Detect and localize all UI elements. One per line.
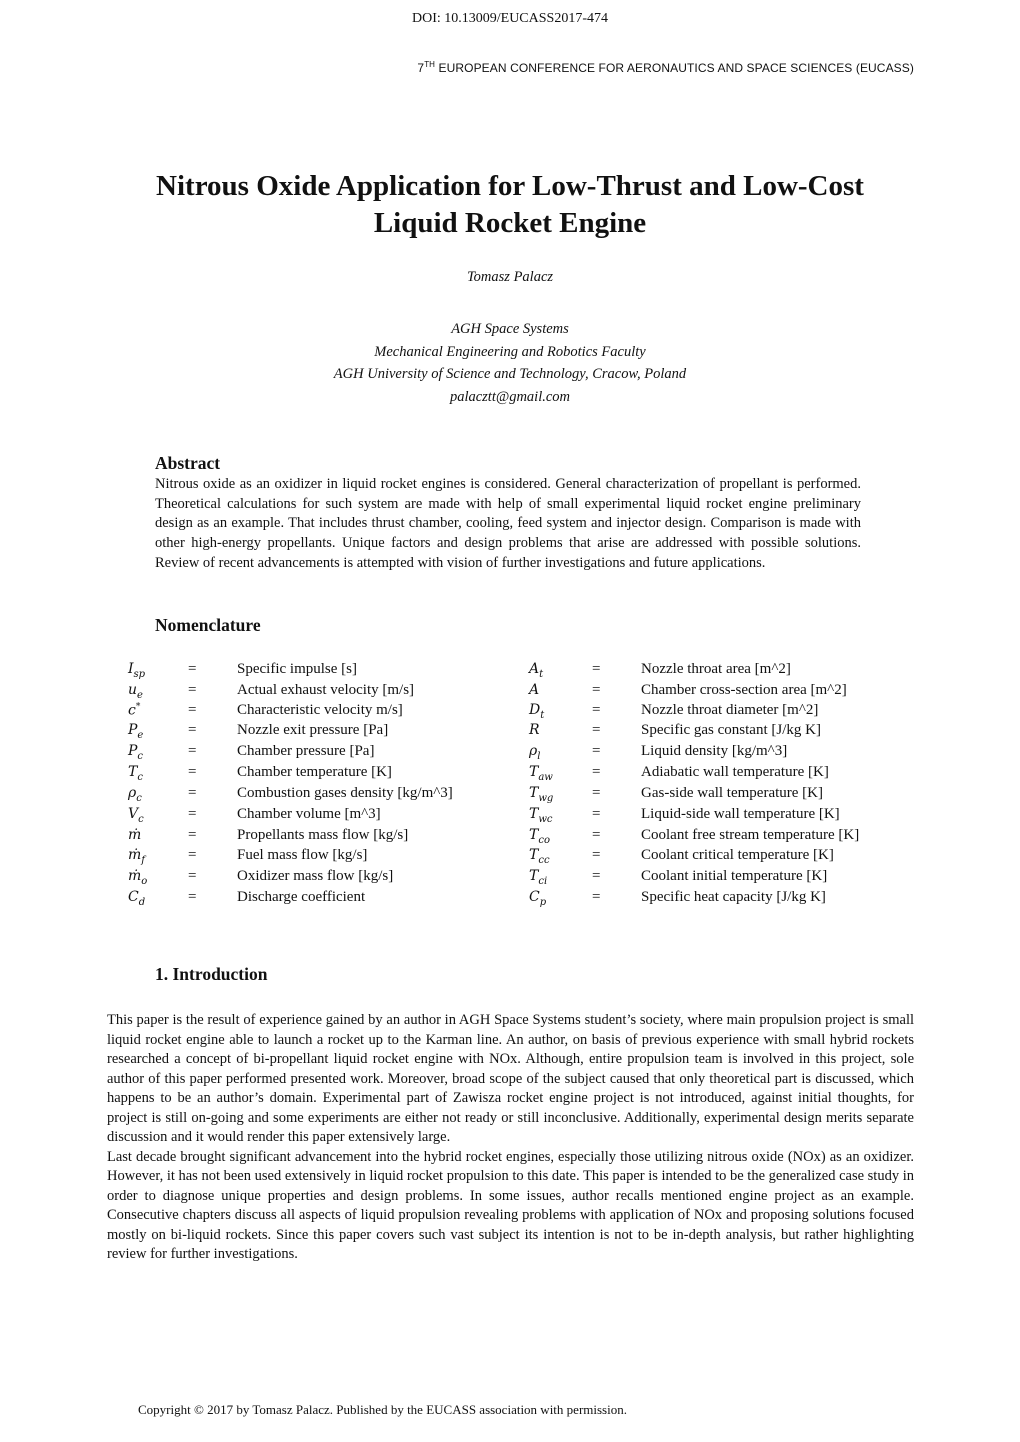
introduction-body: [107, 1011, 914, 1265]
nomenclature-description: Combustion gases density [kg/m^3]: [237, 785, 453, 801]
nomenclature-description: Coolant free stream temperature [K]: [641, 827, 860, 843]
doi-header: DOI: 10.13009/EUCASS2017-474: [411, 11, 608, 26]
nomenclature-equals: =: [188, 868, 197, 884]
nomenclature-equals: =: [592, 847, 601, 863]
nomenclature-symbol: $P_e$: [128, 722, 144, 741]
nomenclature-description: Actual exhaust velocity [m/s]: [237, 682, 415, 698]
nomenclature-symbol: $P_c$: [128, 743, 144, 762]
nomenclature-description: Nozzle throat area [m^2]: [641, 661, 791, 677]
nomenclature-description: Chamber cross-section area [m^2]: [641, 682, 847, 698]
nomenclature-symbol: $D_t$: [529, 702, 545, 721]
nomenclature-symbol: $T_{wc}$: [529, 806, 553, 825]
nomenclature-description: Nozzle throat diameter [m^2]: [641, 702, 819, 718]
introduction-paragraph-1: This paper is the result of experience gained by an author in AGH Space Systems student’s society, where main propulsion project is small liquid rocket engine able to launch a rocket up to the Karman line. An author, on basis of previous experience with small hybrid rockets researched a concept of bi-propellant liquid rocket engine with NOx. Although, entire propulsion team is involved in this project, sole author of this paper performed presented work. Moreover, broad scope of the subject caused that only theoretical part is discussed, which happens to be an author’s domain. Experimental part of Zawisza rocket engine project is not introduced, against initial thoughts, for project is still on-going and some experiments are either not ready or still inconclusive. Additionally, experimental design merits separate discussion and it would render this paper extensively large.: [107, 1012, 914, 1145]
nomenclature-description: Specific gas constant [J/kg K]: [641, 722, 821, 738]
nomenclature-symbol: $T_{ci}$: [529, 868, 548, 887]
nomenclature-description: Adiabatic wall temperature [K]: [641, 764, 829, 780]
nomenclature-equals: =: [188, 702, 197, 718]
nomenclature-description: Liquid-side wall temperature [K]: [641, 806, 840, 822]
nomenclature-equals: =: [188, 764, 197, 780]
introduction-paragraph-2: Last decade brought significant advancement into the hybrid rocket engines, especially those utilizing nitrous oxide (NOx) as an oxidizer. However, it has not been used extensively in liquid rocket propulsion to this date. This paper is intended to be the generalized case study in order to diagnose unique properties and design problems. In some issues, author recalls mentioned engine project as an example. Consecutive chapters discuss all aspects of liquid propulsion revealing problems with application of NOx and proposing solutions focused mostly on bi-liquid rockets. Since this paper covers such vast subject its intention is not to be in-depth analysis, but rather highlighting review for further investigations.: [107, 1148, 914, 1262]
nomenclature-equals: =: [592, 722, 601, 738]
nomenclature-symbol: $\rho_c$: [128, 785, 142, 804]
nomenclature-description: Specific heat capacity [J/kg K]: [641, 889, 826, 905]
nomenclature-equals: =: [188, 682, 197, 698]
copyright-footer: Copyright © 2017 by Tomasz Palacz. Published by the EUCASS association with permission.: [138, 1402, 627, 1417]
author-name: Tomasz Palacz: [466, 269, 554, 285]
nomenclature-equals: =: [188, 889, 197, 905]
nomenclature-symbol: $I_{sp}$: [128, 661, 146, 680]
affiliation-email: palacztt@gmail.com: [449, 388, 571, 405]
nomenclature-symbol: $C_d$: [128, 889, 146, 908]
nomenclature-description: Coolant initial temperature [K]: [641, 868, 828, 884]
nomenclature-description: Oxidizer mass flow [kg/s]: [237, 868, 394, 884]
nomenclature-symbol: ṁ: [128, 827, 142, 843]
nomenclature-symbol: c*: [128, 702, 141, 719]
nomenclature-equals: =: [592, 785, 601, 801]
nomenclature-description: Chamber pressure [Pa]: [237, 743, 375, 759]
conference-name: EUROPEAN CONFERENCE FOR AERONAUTICS AND SPACE SCIENCES (EUCASS): [435, 61, 914, 75]
nomenclature-description: Propellants mass flow [kg/s]: [237, 827, 409, 843]
introduction-heading: 1. Introduction: [155, 964, 268, 984]
nomenclature-equals: =: [592, 702, 601, 718]
conference-header: [417, 61, 914, 75]
nomenclature-row: [0, 785, 1020, 806]
abstract-text: Nitrous oxide as an oxidizer in liquid rocket engines is considered. General characterization of propellant is performed. Theoretical calculations for such system are made with help of small experimental liquid rocket engine preliminary design as an example. That includes thrust chamber, cooling, feed system and injector design. Comparison is made with other high-energy propellants. Unique factors and design problems that arise are addressed with possible solutions. Review of recent advancements is attempted with vision of further investigations and future applications.: [155, 476, 861, 571]
nomenclature-equals: =: [592, 743, 601, 759]
nomenclature-equals: =: [188, 661, 197, 677]
nomenclature-equals: =: [188, 847, 197, 863]
nomenclature-row: [0, 764, 1020, 785]
nomenclature-symbol: $C_p$: [529, 889, 547, 908]
nomenclature-description: Nozzle exit pressure [Pa]: [237, 722, 389, 738]
nomenclature-symbol: $T_{co}$: [529, 827, 550, 846]
nomenclature-symbol: $T_{aw}$: [529, 764, 553, 783]
nomenclature-row: [0, 702, 1020, 723]
nomenclature-symbol: ṁ$_f$: [128, 847, 145, 866]
nomenclature-equals: =: [592, 806, 601, 822]
nomenclature-equals: =: [188, 785, 197, 801]
nomenclature-symbol: $V_c$: [128, 806, 144, 825]
affiliation-faculty: Mechanical Engineering and Robotics Faculty: [374, 343, 646, 360]
paper-title: [0, 168, 1020, 242]
nomenclature-heading: Nomenclature: [155, 615, 261, 635]
nomenclature-symbol: $T_c$: [128, 764, 143, 783]
affiliation-block: [0, 318, 1020, 408]
nomenclature-row: [0, 847, 1020, 868]
nomenclature-symbol: $u_e$: [128, 682, 143, 701]
nomenclature-equals: =: [592, 868, 601, 884]
nomenclature-description: Characteristic velocity m/s]: [237, 702, 403, 718]
nomenclature-description: Chamber volume [m^3]: [237, 806, 381, 822]
abstract-heading: Abstract: [155, 453, 221, 473]
nomenclature-equals: =: [592, 827, 601, 843]
nomenclature-description: Gas-side wall temperature [K]: [641, 785, 824, 801]
nomenclature-symbol: ṁ$_o$: [128, 868, 148, 887]
nomenclature-symbol: $A_t$: [529, 661, 544, 680]
nomenclature-row: [0, 743, 1020, 764]
conference-ordinal: TH: [424, 60, 436, 69]
paper-title-line-1: Nitrous Oxide Application for Low-Thrust and Low-Cost: [156, 170, 864, 202]
nomenclature-row: [0, 682, 1020, 703]
nomenclature-row: [0, 889, 1020, 910]
nomenclature-symbol: $\rho_l$: [529, 743, 541, 762]
conference-number: 7: [417, 61, 425, 75]
nomenclature-equals: =: [188, 806, 197, 822]
nomenclature-symbol: R: [529, 722, 540, 738]
nomenclature-symbol: $T_{wg}$: [529, 785, 554, 804]
nomenclature-symbol: $T_{cc}$: [529, 847, 550, 866]
nomenclature-description: Fuel mass flow [kg/s]: [237, 847, 368, 863]
affiliation-organization: AGH Space Systems: [451, 321, 569, 337]
nomenclature-equals: =: [188, 743, 197, 759]
nomenclature-equals: =: [592, 682, 601, 698]
nomenclature-description: Coolant critical temperature [K]: [641, 847, 834, 863]
paper-title-line-2: Liquid Rocket Engine: [373, 207, 647, 239]
nomenclature-equals: =: [592, 764, 601, 780]
affiliation-university: AGH University of Science and Technology, Cracow, Poland: [333, 366, 687, 382]
nomenclature-equals: =: [188, 827, 197, 843]
nomenclature-row: [0, 722, 1020, 743]
nomenclature-row: [0, 827, 1020, 848]
nomenclature-row: [0, 661, 1020, 682]
nomenclature-row: [0, 868, 1020, 889]
nomenclature-description: Liquid density [kg/m^3]: [641, 743, 788, 759]
nomenclature-equals: =: [592, 661, 601, 677]
nomenclature-symbol: A: [529, 682, 540, 698]
nomenclature-description: Specific impulse [s]: [237, 661, 357, 677]
nomenclature-description: Discharge coefficient: [237, 889, 366, 905]
nomenclature-row: [0, 806, 1020, 827]
nomenclature-equals: =: [592, 889, 601, 905]
nomenclature-equals: =: [188, 722, 197, 738]
nomenclature-description: Chamber temperature [K]: [237, 764, 392, 780]
